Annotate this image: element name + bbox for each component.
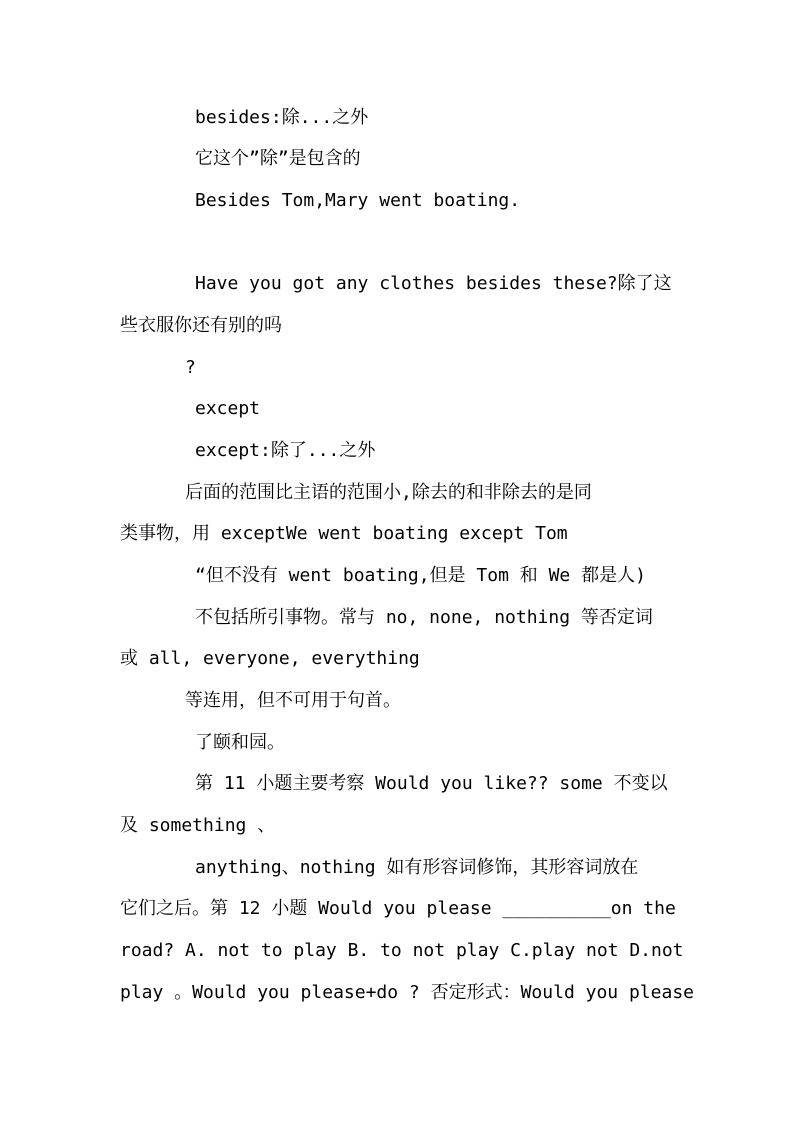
text-line: except:除了...之外 <box>195 440 376 461</box>
text-line: “但不没有 went boating,但是 Tom 和 We 都是人) <box>195 565 646 586</box>
text-line: Besides Tom,Mary went boating. <box>195 190 521 211</box>
text-line: 它们之后。第 12 小题 Would you please __________on the <box>120 898 676 919</box>
text-line: 了颐和园。 <box>195 732 285 753</box>
text-line: 等连用，但不可用于句首。 <box>185 690 401 711</box>
text-line: ? <box>185 357 196 378</box>
text-line: anything、nothing 如有形容词修饰，其形容词放在 <box>195 857 639 878</box>
text-line: 第 11 小题主要考察 Would you like?? some 不变以 <box>195 773 668 794</box>
text-line: 或 all, everyone, everything <box>120 648 420 669</box>
text-line: Have you got any clothes besides these?除了这 <box>195 273 672 294</box>
text-line: play 。Would you please+do ? 否定形式：Would you please <box>120 982 694 1003</box>
text-line: besides:除...之外 <box>195 107 369 128</box>
text-line: road? A. not to play B. to not play C.play not D.not <box>120 940 684 961</box>
text-line: 类事物，用 exceptWe went boating except Tom <box>120 523 568 544</box>
text-line: 及 something 、 <box>120 815 276 836</box>
text-line: 不包括所引事物。常与 no, none, nothing 等否定词 <box>195 607 653 628</box>
text-line: 些衣服你还有别的吗 <box>120 315 282 336</box>
text-line: 它这个”除”是包含的 <box>195 148 361 169</box>
text-line: 后面的范围比主语的范围小,除去的和非除去的是同 <box>185 482 592 503</box>
text-line: except <box>195 398 261 419</box>
